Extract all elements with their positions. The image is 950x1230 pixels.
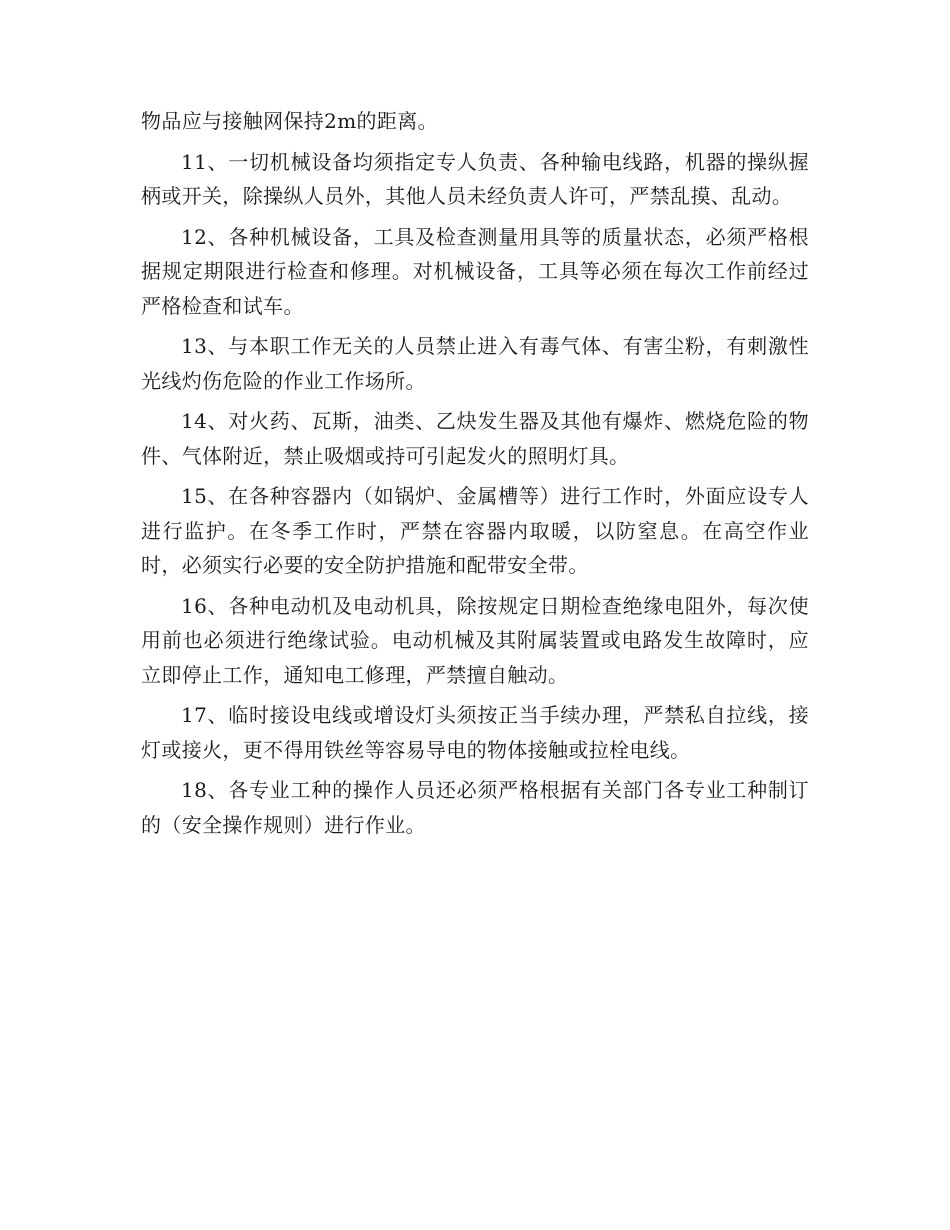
paragraph-item-15: 15、在各种容器内（如锅炉、金属槽等）进行工作时，外面应设专人进行监护。在冬季工作时，严禁在容器内取暖，以防窒息。在高空作业时，必须实行必要的安全防护措施和配带安全带。 <box>141 484 809 577</box>
paragraph-item-11: 11、一切机械设备均须指定专人负责、各种输电线路，机器的操纵握柄或开关，除操纵人员外，其他人员未经负责人许可，严禁乱摸、乱动。 <box>141 149 809 208</box>
paragraph-item-13: 13、与本职工作无关的人员禁止进入有毒气体、有害尘粉，有刺激性光线灼伤危险的作业工作场所。 <box>141 334 809 393</box>
paragraph-item-14: 14、对火药、瓦斯，油类、乙炔发生器及其他有爆炸、燃烧危险的物件、气体附近，禁止吸烟或持可引起发火的照明灯具。 <box>141 409 809 468</box>
paragraph-item-17: 17、临时接设电线或增设灯头须按正当手续办理，严禁私自拉线，接灯或接火，更不得用铁丝等容易导电的物体接触或拉栓电线。 <box>141 703 809 762</box>
document-body <box>141 104 809 848</box>
paragraph-item-18: 18、各专业工种的操作人员还必须严格根据有关部门各专业工种制订的（安全操作规则）进行作业。 <box>141 778 809 837</box>
paragraph-item-12: 12、各种机械设备，工具及检查测量用具等的质量状态，必须严格根据规定期限进行检查和修理。对机械设备，工具等必须在每次工作前经过严格检查和试车。 <box>141 224 809 318</box>
paragraph-item-16: 16、各种电动机及电动机具，除按规定日期检查绝缘电阻外，每次使用前也必须进行绝缘试验。电动机械及其附属装置或电路发生故障时，应立即停止工作，通知电工修理，严禁擅自触动。 <box>141 593 809 687</box>
paragraph-continuation: 物品应与接触网保持2m的距离。 <box>141 109 438 133</box>
